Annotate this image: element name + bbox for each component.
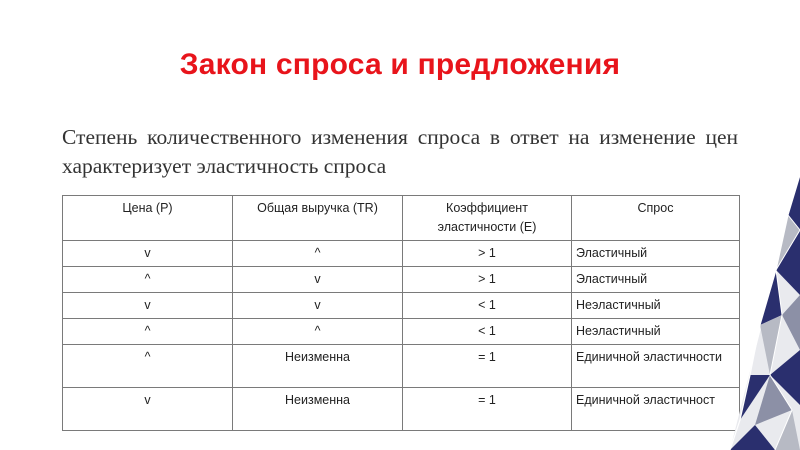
cell-demand: Эластичный xyxy=(572,241,740,267)
table-row xyxy=(63,319,740,345)
elasticity-table xyxy=(62,195,740,431)
cell-revenue: ^ xyxy=(233,241,403,267)
cell-coefficient: = 1 xyxy=(403,388,572,431)
cell-price: ^ xyxy=(63,345,233,388)
cell-demand: Единичной эластичности xyxy=(572,345,740,388)
table-row xyxy=(63,241,740,267)
cell-demand: Эластичный xyxy=(572,267,740,293)
cell-coefficient: < 1 xyxy=(403,293,572,319)
table-header-row xyxy=(63,196,740,241)
table-row xyxy=(63,345,740,388)
cell-revenue: ^ xyxy=(233,319,403,345)
cell-revenue: v xyxy=(233,293,403,319)
header-demand: Спрос xyxy=(572,196,740,241)
cell-coefficient: > 1 xyxy=(403,241,572,267)
cell-demand: Неэластичный xyxy=(572,293,740,319)
cell-price: v xyxy=(63,388,233,431)
cell-demand: Единичной эластичност xyxy=(572,388,740,431)
table-row xyxy=(63,293,740,319)
header-elasticity-coefficient: Коэффициент эластичности (E) xyxy=(403,196,572,241)
cell-demand: Неэластичный xyxy=(572,319,740,345)
table-row xyxy=(63,388,740,431)
cell-price: v xyxy=(63,293,233,319)
cell-coefficient: > 1 xyxy=(403,267,572,293)
decorative-geometric-pattern xyxy=(730,175,800,450)
cell-price: v xyxy=(63,241,233,267)
cell-price: ^ xyxy=(63,319,233,345)
cell-coefficient: < 1 xyxy=(403,319,572,345)
header-price: Цена (P) xyxy=(63,196,233,241)
cell-price: ^ xyxy=(63,267,233,293)
cell-coefficient: = 1 xyxy=(403,345,572,388)
cell-revenue: v xyxy=(233,267,403,293)
table-row xyxy=(63,267,740,293)
slide-title: Закон спроса и предложения xyxy=(179,48,621,81)
cell-revenue: Неизменна xyxy=(233,388,403,431)
cell-revenue: Неизменна xyxy=(233,345,403,388)
header-total-revenue: Общая выручка (TR) xyxy=(233,196,403,241)
slide-subtitle: Степень количественного изменения спроса в ответ на изменение цен характеризует эластичность спроса xyxy=(62,125,738,178)
